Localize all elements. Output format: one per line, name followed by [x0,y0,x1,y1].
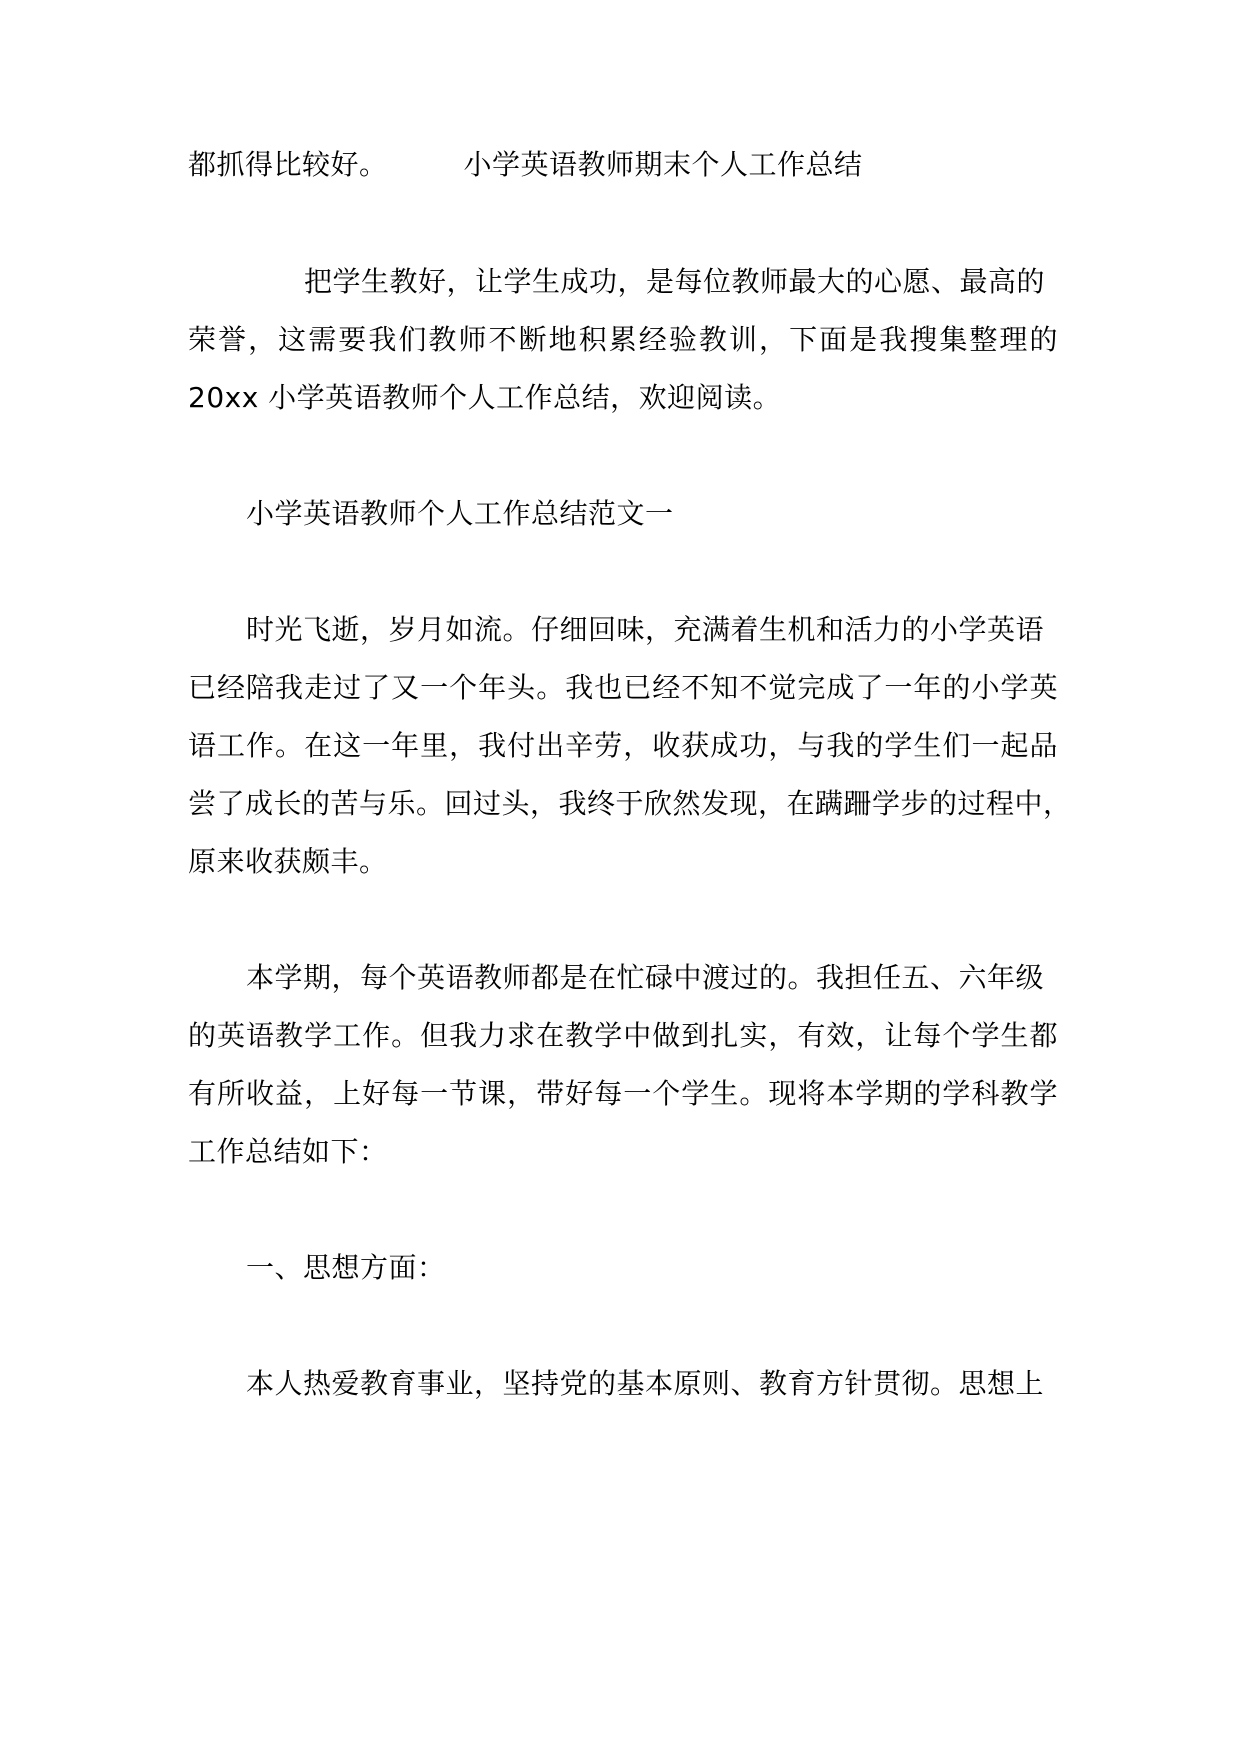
para2-line-3: 有所收益，上好每一节课，带好每一个学生。现将本学期的学科教学 [188,1077,1058,1110]
para2-line-1: 本学期，每个英语教师都是在忙碌中渡过的。我担任五、六年级 [246,961,1045,994]
document-title: 小学英语教师期末个人工作总结 [463,148,863,181]
para1-line-1: 时光飞逝，岁月如流。仔细回味，充满着生机和活力的小学英语 [246,613,1045,646]
top-line [188,145,1058,185]
intro-line-1: 把学生教好，让学生成功，是每位教师最大的心愿、最高的 [304,265,1046,298]
para3-line-1: 本人热爱教育事业，坚持党的基本原则、教育方针贯彻。思想上 [246,1367,1045,1400]
para1-line-5: 原来收获颇丰。 [188,845,388,878]
para1-line-3: 语工作。在这一年里，我付出辛劳，收获成功，与我的学生们一起品 [188,729,1058,762]
para2-line-2: 的英语教学工作。但我力求在教学中做到扎实，有效，让每个学生都 [188,1019,1058,1052]
section-title: 小学英语教师个人工作总结范文一 [246,497,674,530]
continuation-text: 都抓得比较好。 [188,148,388,181]
intro-line-2: 荣誉，这需要我们教师不断地积累经验教训，下面是我搜集整理的 [188,323,1058,356]
heading-thought: 一、思想方面： [246,1251,446,1284]
para2-line-4: 工作总结如下： [188,1135,388,1168]
para1-line-4: 尝了成长的苦与乐。回过头，我终于欣然发现，在蹒跚学步的过程中， [188,787,1072,820]
intro-line-3: 20xx 小学英语教师个人工作总结，欢迎阅读。 [188,381,782,414]
para1-line-2: 已经陪我走过了又一个年头。我也已经不知不觉完成了一年的小学英 [188,671,1058,704]
